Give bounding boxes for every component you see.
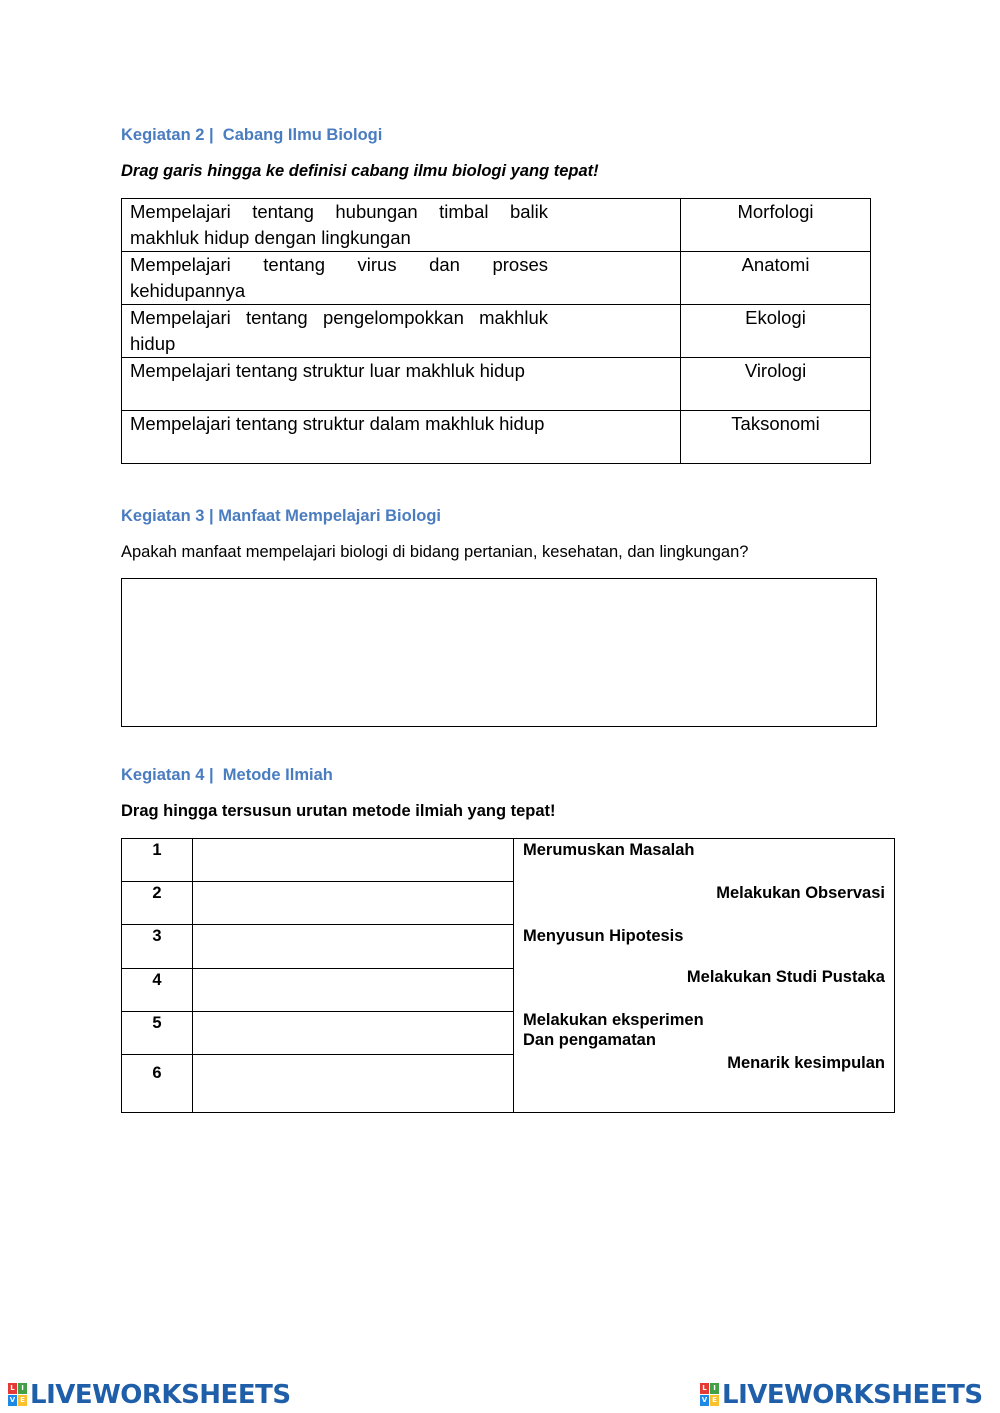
grid-divider bbox=[192, 839, 193, 1112]
mark-square: V bbox=[9, 1396, 16, 1404]
definition-cell[interactable]: Mempelajari tentang virus dan proses kehidupannya bbox=[122, 252, 681, 305]
kegiatan4-heading: Kegiatan 4 | Metode Ilmiah bbox=[121, 766, 333, 784]
term-cell[interactable]: Taksonomi bbox=[681, 411, 871, 464]
scientific-method-grid bbox=[121, 838, 895, 1113]
term-cell[interactable]: Morfologi bbox=[681, 199, 871, 252]
match-row bbox=[122, 358, 871, 411]
kegiatan2-instruction: Drag garis hingga ke definisi cabang ilmu biologi yang tepat! bbox=[121, 162, 599, 180]
term-cell[interactable]: Anatomi bbox=[681, 252, 871, 305]
answer-text-box[interactable] bbox=[121, 578, 877, 727]
draggable-option[interactable] bbox=[523, 1010, 704, 1050]
grid-divider bbox=[122, 968, 514, 969]
grid-divider bbox=[122, 924, 514, 925]
option-line: Melakukan eksperimen bbox=[523, 1011, 704, 1029]
drop-slot-4[interactable] bbox=[194, 970, 512, 1010]
grid-divider bbox=[122, 881, 514, 882]
step-number: 1 bbox=[152, 841, 162, 859]
step-number: 5 bbox=[152, 1014, 162, 1032]
grid-divider bbox=[122, 1054, 514, 1055]
liveworksheets-logo bbox=[8, 1379, 291, 1411]
drop-slot-1[interactable] bbox=[194, 840, 512, 880]
kegiatan4-instruction: Drag hingga tersusun urutan metode ilmiah yang tepat! bbox=[121, 802, 556, 820]
step-number: 2 bbox=[152, 884, 162, 902]
step-number: 4 bbox=[152, 971, 162, 989]
drop-slot-5[interactable] bbox=[194, 1013, 512, 1053]
mark-square: I bbox=[18, 1383, 27, 1394]
mark-square: L bbox=[700, 1383, 709, 1394]
liveworksheets-mark-icon bbox=[700, 1383, 720, 1407]
liveworksheets-logo bbox=[700, 1379, 983, 1411]
drop-slot-6[interactable] bbox=[194, 1056, 512, 1112]
liveworksheets-brand-text: LIVEWORKSHEETS bbox=[722, 1380, 983, 1410]
definition-cell[interactable]: Mempelajari tentang struktur luar makhluk hidup bbox=[122, 358, 681, 411]
definition-cell[interactable]: Mempelajari tentang hubungan timbal balik makhluk hidup dengan lingkungan bbox=[122, 199, 681, 252]
grid-divider bbox=[513, 839, 514, 1112]
draggable-option[interactable]: Melakukan Studi Pustaka bbox=[686, 968, 885, 986]
match-row bbox=[122, 252, 871, 305]
mark-square: E bbox=[710, 1395, 719, 1406]
match-row bbox=[122, 199, 871, 252]
mark-square: V bbox=[701, 1396, 708, 1404]
kegiatan3-heading: Kegiatan 3 | Manfaat Mempelajari Biologi bbox=[121, 507, 442, 525]
draggable-option[interactable]: Merumuskan Masalah bbox=[523, 841, 695, 859]
draggable-option[interactable]: Melakukan Observasi bbox=[716, 884, 885, 902]
step-number: 6 bbox=[152, 1064, 162, 1082]
drop-slot-2[interactable] bbox=[194, 883, 512, 923]
draggable-option[interactable]: Menyusun Hipotesis bbox=[523, 927, 684, 945]
grid-divider bbox=[122, 1011, 514, 1012]
match-row bbox=[122, 411, 871, 464]
branch-matching-table bbox=[121, 198, 871, 464]
term-cell[interactable]: Virologi bbox=[681, 358, 871, 411]
kegiatan3-question: Apakah manfaat mempelajari biologi di bidang pertanian, kesehatan, dan lingkungan? bbox=[121, 543, 749, 561]
liveworksheets-mark-icon bbox=[8, 1383, 28, 1407]
match-row bbox=[122, 305, 871, 358]
liveworksheets-brand-text: LIVEWORKSHEETS bbox=[30, 1380, 291, 1410]
kegiatan2-heading: Kegiatan 2 | Cabang Ilmu Biologi bbox=[121, 126, 383, 144]
step-number: 3 bbox=[152, 927, 162, 945]
term-cell[interactable]: Ekologi bbox=[681, 305, 871, 358]
mark-square: I bbox=[710, 1383, 719, 1394]
mark-square: E bbox=[18, 1395, 27, 1406]
mark-square: L bbox=[8, 1383, 17, 1394]
option-line: Dan pengamatan bbox=[523, 1031, 656, 1049]
draggable-option[interactable]: Menarik kesimpulan bbox=[727, 1054, 885, 1072]
definition-cell[interactable]: Mempelajari tentang pengelompokkan makhluk hidup bbox=[122, 305, 681, 358]
definition-cell[interactable]: Mempelajari tentang struktur dalam makhluk hidup bbox=[122, 411, 681, 464]
drop-slot-3[interactable] bbox=[194, 926, 512, 966]
